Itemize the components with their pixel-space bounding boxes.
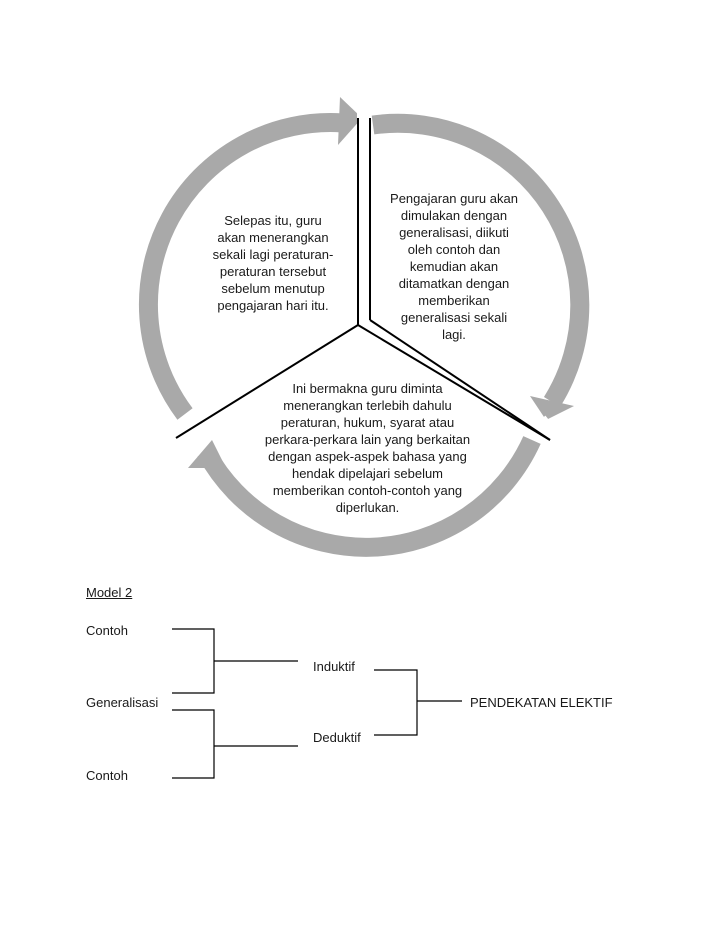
bracket-contoh-top xyxy=(172,629,214,693)
label-contoh-bottom: Contoh xyxy=(86,768,128,783)
model-2-diagram xyxy=(0,570,728,810)
bracket-contoh-bottom xyxy=(172,710,214,778)
label-contoh-top: Contoh xyxy=(86,623,128,638)
segment-text-right: Pengajaran guru akan dimulakan dengan generalisasi, diikuti oleh contoh dan kemudian akan ditamatkan dengan memberikan generalisasi sekali lagi. xyxy=(390,191,518,342)
segment-text-bottom: Ini bermakna guru diminta menerangkan terlebih dahulu peraturan, hukum, syarat atau perkara-perkara lain yang berkaitan dengan aspek-aspek bahasa yang hendak dipelajari sebelum memberikan contoh-contoh yang diperlukan. xyxy=(264,381,471,515)
arrowhead-bottom xyxy=(188,440,226,468)
label-induktif: Induktif xyxy=(313,659,355,674)
label-pendekatan-elektif: PENDEKATAN ELEKTIF xyxy=(470,695,613,710)
bracket-elektif xyxy=(374,670,417,735)
model-title: Model 2 xyxy=(86,585,133,600)
label-deduktif: Deduktif xyxy=(313,730,361,745)
label-generalisasi: Generalisasi xyxy=(86,695,159,710)
segment-text-left: Selepas itu, guru akan menerangkan sekali lagi peraturan- peraturan tersebut sebelum menutup pengajaran hari itu. xyxy=(212,213,334,313)
